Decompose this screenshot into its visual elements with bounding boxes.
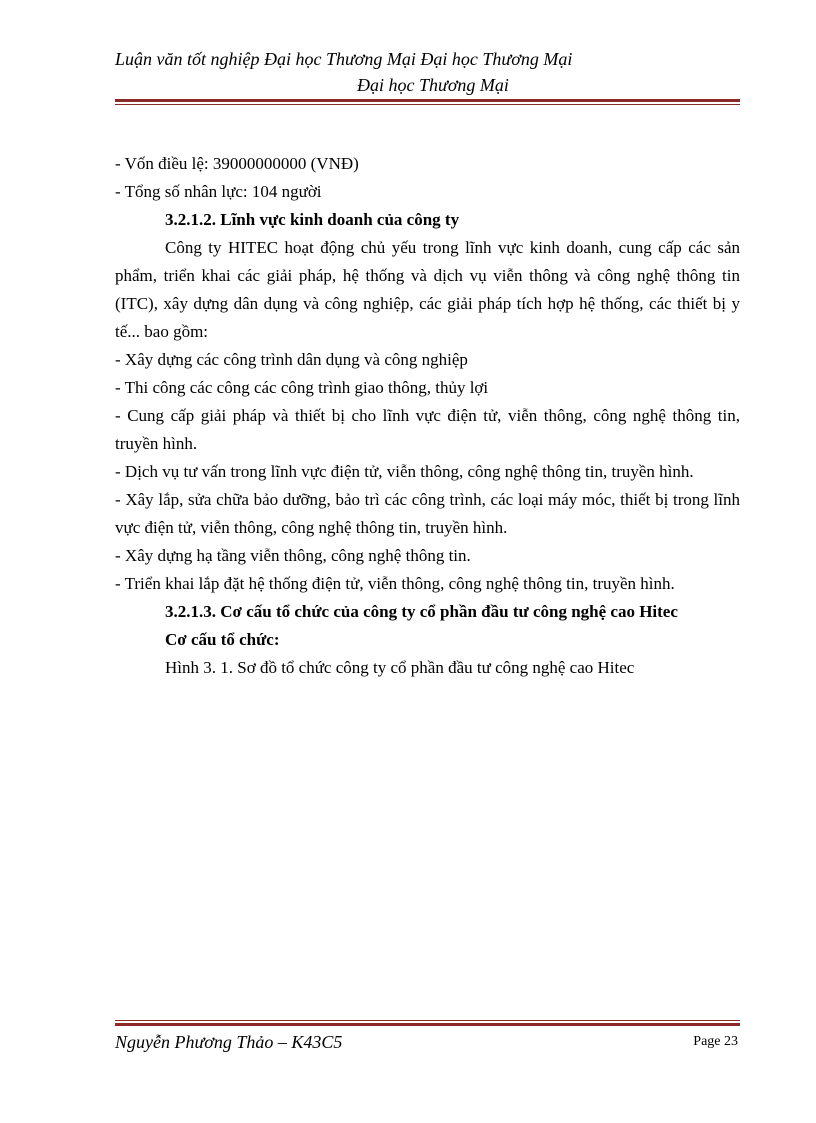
charter-capital-line: - Vốn điều lệ: 39000000000 (VNĐ) [115, 154, 359, 173]
business-intro-paragraph: Công ty HITEC hoạt động chủ yếu trong lĩnh vực kinh doanh, cung cấp các sản phẩm, triển khai các giải pháp, hệ thống và dịch vụ viễn thông và công nghệ thông tin (ITC), xây dựng dân dụng và công nghiệp, các giải pháp tích hợp hệ thống, các thiết bị y tế... bao gồm: [115, 238, 740, 341]
headcount-line: - Tổng số nhân lực: 104 người [115, 182, 322, 201]
header-title-line-2: Đại học Thương Mại [357, 75, 509, 95]
page-header [115, 48, 740, 100]
footer-rule-thin [115, 1020, 740, 1021]
page-body [115, 150, 740, 682]
footer-author: Nguyễn Phương Thảo – K43C5 [115, 1032, 343, 1052]
list-item: - Xây dựng các công trình dân dụng và công nghiệp [115, 350, 468, 369]
list-item: - Cung cấp giải pháp và thiết bị cho lĩnh vực điện tử, viễn thông, công nghệ thông tin, truyền hình. [115, 406, 740, 453]
header-title-line-1: Luận văn tốt nghiệp Đại học Thương Mại Đại học Thương Mại [115, 49, 573, 69]
section-heading-org-structure: 3.2.1.3. Cơ cấu tổ chức của công ty cổ phần đầu tư công nghệ cao Hitec [165, 602, 678, 621]
section-heading-business-fields: 3.2.1.2. Lĩnh vực kinh doanh của công ty [165, 210, 460, 229]
footer-rule-thick [115, 1023, 740, 1026]
header-rule-thin [115, 104, 740, 105]
figure-caption: Hình 3. 1. Sơ đồ tổ chức công ty cổ phần đầu tư công nghệ cao Hitec [165, 658, 635, 677]
list-item: - Thi công các công các công trình giao thông, thủy lợi [115, 378, 489, 397]
list-item: - Xây lắp, sửa chữa bảo dưỡng, bảo trì các công trình, các loại máy móc, thiết bị trong lĩnh vực điện tử, viễn thông, công nghệ thông tin, truyền hình. [115, 490, 740, 537]
list-item: - Xây dựng hạ tầng viễn thông, công nghệ thông tin. [115, 546, 471, 565]
header-rule-thick [115, 99, 740, 102]
list-item: - Dịch vụ tư vấn trong lĩnh vực điện tử, viễn thông, công nghệ thông tin, truyền hình. [115, 462, 694, 481]
list-item: - Triển khai lắp đặt hệ thống điện tử, viễn thông, công nghệ thông tin, truyền hình. [115, 574, 675, 593]
page-number: Page 23 [693, 1034, 738, 1049]
subheading-org-structure: Cơ cấu tổ chức: [165, 630, 280, 649]
